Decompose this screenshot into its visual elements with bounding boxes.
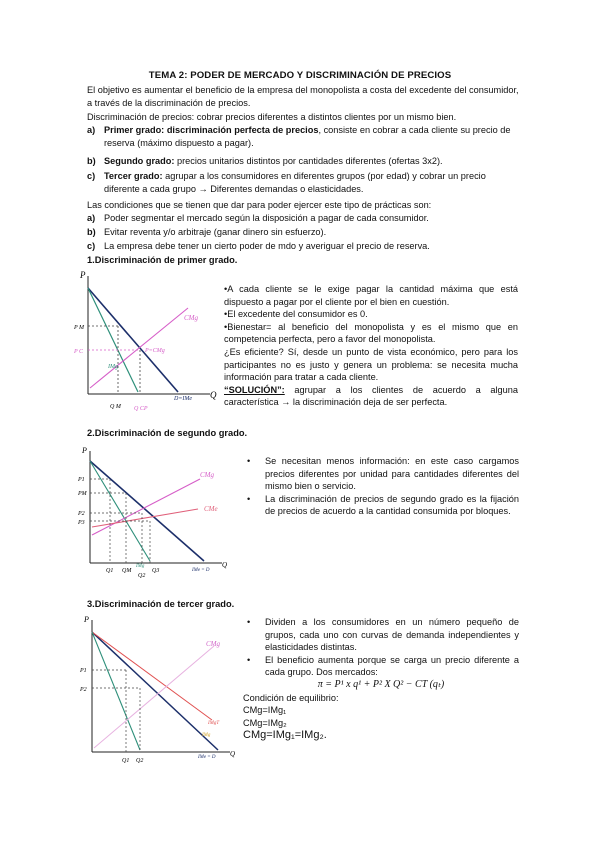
graph-second-degree: [80, 443, 230, 583]
cme-line: [92, 509, 198, 527]
graph-label: Q CP: [134, 406, 148, 412]
bullet-icon: •: [224, 309, 228, 320]
cmg-line: [94, 646, 214, 748]
equilibrio-eq3: CMg=IMg₁=IMg₂.: [243, 729, 327, 742]
grado-item-3: [87, 170, 519, 195]
list-marker: a): [87, 213, 96, 223]
graph-label: Q3: [152, 568, 160, 574]
intro-definicion: Discriminación de precios: cobrar precios diferentes a distintos clientes por un mismo bien.: [87, 112, 457, 122]
condicion-item-3: [87, 240, 519, 253]
list-marker: a): [87, 125, 96, 135]
bullet-icon: •: [247, 617, 251, 627]
graph-label: IMe = D: [198, 755, 216, 760]
graph-label: IMg: [202, 733, 211, 738]
list-marker: c): [87, 241, 96, 251]
section3-bullet: Dividen a los consumidores en un número pequeño de grupos, cada uno con curvas de demanda independientes y elasticidades distintas.: [265, 617, 519, 653]
demand-line: [88, 288, 178, 392]
list-marker: b): [87, 227, 96, 237]
graph-label: P: [80, 270, 86, 280]
graph-label: Q: [210, 390, 217, 400]
bullet-icon: •: [247, 456, 251, 466]
section3-heading: 3.Discriminación de tercer grado.: [87, 599, 235, 609]
demand-line: [92, 632, 218, 750]
bullet-icon: •: [247, 493, 251, 504]
list-marker: b): [87, 156, 96, 166]
graph-label: CMg: [200, 471, 214, 479]
condicion-text: La empresa debe tener un cierto poder de mdo y averiguar el precio de reserva.: [104, 241, 430, 251]
graph-label: QM: [122, 568, 132, 574]
grado-item-2: [87, 155, 519, 168]
section2-text: [243, 455, 519, 518]
solucion-text: agrupar a los clientes de acuerdo a alguna característica → la discriminación deja de ser perfecta.: [224, 384, 518, 408]
graph-label: Q2: [138, 573, 146, 579]
bullet-icon: •: [224, 284, 228, 294]
section2-bullet: Se necesitan menos información: en este caso cargamos precios diferentes por unidad para cantidades diferentes del mismo bien o servicio.: [265, 456, 519, 492]
graph-label: Q1: [106, 568, 114, 574]
grado-item-1: [87, 124, 519, 149]
condicion-text: Poder segmentar el mercado según la disposición a pagar de cada consumidor.: [104, 213, 429, 223]
section1-bullet: El excedente del consumidor es 0.: [227, 309, 368, 320]
bullet-icon: •: [224, 321, 228, 332]
graph-label: P2: [80, 687, 87, 693]
graph-label: P: [84, 615, 89, 624]
condicion-item-2: [87, 226, 519, 239]
graph-third-degree: [80, 612, 240, 772]
graph-label: P1: [80, 668, 87, 674]
graph-first-degree: [74, 268, 220, 418]
condiciones-intro: Las condiciones que se tienen que dar para poder ejercer este tipo de prácticas son:: [87, 200, 432, 210]
bullet-icon: •: [247, 654, 251, 665]
equilibrio-eq2: CMg=IMg₂: [243, 717, 287, 728]
cmg-line: [92, 479, 200, 535]
condicion-text: Evitar reventa y/o arbitraje (ganar dinero sin esfuerzo).: [104, 227, 327, 237]
img-line: [90, 461, 150, 561]
graph-label: CMe: [204, 505, 218, 513]
graph-label: PM: [78, 491, 87, 497]
section1-pregunta: ¿Es eficiente? Sí, desde un punto de vista económico, pero para los participantes no es justo y genera un problema: se necesita mucha información para tratar a cada cliente.: [224, 346, 518, 383]
list-marker: c): [87, 171, 96, 181]
section3-bullet: El beneficio aumenta porque se carga un precio diferente a cada grupo. Dos mercados:: [265, 654, 519, 678]
graph-label: IMg: [136, 564, 145, 569]
section1-bullet: Bienestar= al beneficio del monopolista y es el mismo que en competencia perfecta, pero a favor del monopolista.: [224, 321, 518, 345]
graph-label: D=IMe: [174, 396, 193, 402]
graph-label: P M: [74, 325, 85, 331]
section3-text: [243, 616, 519, 742]
section1-bullet: A cada cliente se le exige pagar la cantidad máxima que está dispuesto a pagar por el cliente por el bien en cuestión.: [224, 284, 518, 307]
graph-label: IMe = D: [192, 568, 210, 573]
graph-label: P2: [78, 511, 85, 517]
graph-label: P C: [74, 349, 84, 355]
graph-label: P3: [78, 520, 85, 526]
grado-label: Tercer grado:: [104, 171, 163, 181]
section2-bullet: La discriminación de precios de segundo grado es la fijación de precios de acuerdo a la cantidad consumida por bloques.: [265, 493, 519, 517]
graph-label: CMg: [184, 314, 198, 322]
section2-heading: 2.Discriminación de segundo grado.: [87, 428, 248, 438]
grado-text: , consiste en cobrar a cada cliente su precio de reserva (máximo dispuesto a pagar).: [104, 125, 511, 148]
graph-label: Q M: [110, 404, 121, 410]
graph-label: Q: [222, 561, 228, 569]
equilibrio-label: Condición de equilibrio:: [243, 692, 339, 703]
graph-label: Q: [230, 750, 236, 758]
grado-bold-text: discriminación perfecta de precios: [166, 125, 319, 135]
grado-label: Primer grado:: [104, 125, 165, 135]
grado-label: Segundo grado:: [104, 156, 175, 166]
graph-label: Q1: [122, 758, 130, 764]
graph-label: IMgT: [208, 721, 220, 726]
cmg-line: [90, 308, 188, 388]
condicion-item-1: [87, 212, 519, 225]
img-line: [88, 288, 138, 392]
graph-label: IMg: [108, 364, 118, 370]
grado-text: agrupar a los consumidores en diferentes grupos (por edad) y cobrar un precio diferente a cada grupo → Diferentes demandas o elasticidades.: [104, 171, 486, 194]
equilibrio-eq1: CMg=IMg₁: [243, 705, 287, 716]
page-title: TEMA 2: PODER DE MERCADO Y DISCRIMINACIÓN DE PRECIOS: [148, 70, 452, 81]
graph-label: P1: [78, 477, 85, 483]
graph-label: CMg: [206, 640, 220, 648]
section1-text: [224, 283, 518, 409]
section1-heading: 1.Discriminación de primer grado.: [87, 255, 238, 265]
graph-label: Q2: [136, 758, 144, 764]
graph-label: P=CMg: [145, 348, 165, 354]
graph-label: P: [82, 446, 87, 455]
profit-formula: π = P¹ x q¹ + P² X Q² − CT (qₜ): [317, 678, 445, 690]
intro-objetivo: El objetivo es aumentar el beneficio de la empresa del monopolista a costa del excedente del consumidor, a través de la discriminación de precios.: [87, 85, 519, 108]
grado-text: precios unitarios distintos por cantidades diferentes (ofertas 3x2).: [177, 156, 443, 166]
solucion-label: “SOLUCIÓN”:: [224, 384, 285, 395]
